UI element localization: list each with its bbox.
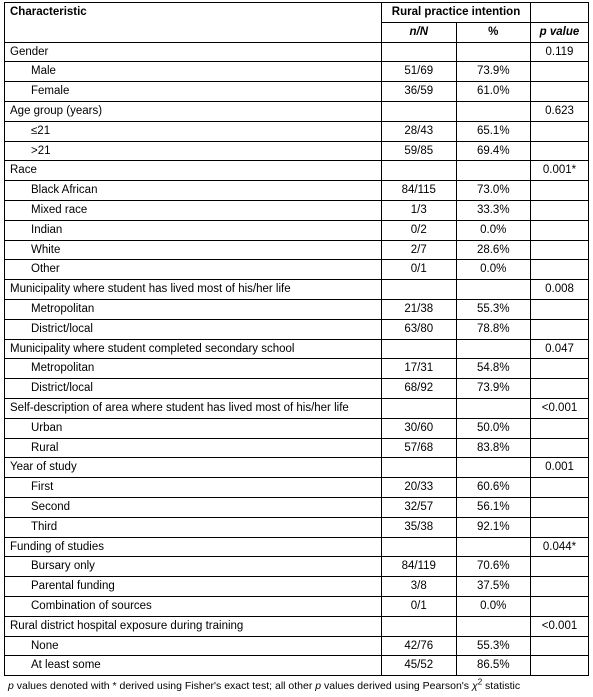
empty-percent-cell — [456, 42, 531, 62]
n-cell: 84/115 — [382, 181, 457, 201]
header-rural-practice-intention: Rural practice intention — [382, 3, 531, 23]
item-label: White — [5, 240, 382, 260]
item-label: Indian — [5, 220, 382, 240]
item-label: Mixed race — [5, 200, 382, 220]
item-label: Metropolitan — [5, 299, 382, 319]
percent-cell: 50.0% — [456, 418, 531, 438]
empty-p-cell — [531, 577, 589, 597]
item-label: None — [5, 636, 382, 656]
group-row — [5, 280, 589, 300]
item-row — [5, 497, 589, 517]
empty-percent-cell — [456, 101, 531, 121]
header-percent: % — [456, 22, 531, 42]
n-cell: 21/38 — [382, 299, 457, 319]
percent-cell: 0.0% — [456, 596, 531, 616]
header-empty — [531, 3, 589, 23]
n-cell: 57/68 — [382, 438, 457, 458]
item-row — [5, 636, 589, 656]
empty-percent-cell — [456, 339, 531, 359]
empty-n-cell — [382, 537, 457, 557]
empty-p-cell — [531, 82, 589, 102]
n-cell: 20/33 — [382, 478, 457, 498]
item-label: At least some — [5, 656, 382, 676]
n-cell: 68/92 — [382, 379, 457, 399]
empty-n-cell — [382, 398, 457, 418]
item-label: District/local — [5, 379, 382, 399]
empty-n-cell — [382, 101, 457, 121]
item-row — [5, 577, 589, 597]
item-row — [5, 220, 589, 240]
group-label: Age group (years) — [5, 101, 382, 121]
p-value-cell: <0.001 — [531, 616, 589, 636]
empty-n-cell — [382, 280, 457, 300]
empty-n-cell — [382, 458, 457, 478]
item-label: Second — [5, 497, 382, 517]
group-row — [5, 398, 589, 418]
item-row — [5, 656, 589, 676]
empty-p-cell — [531, 200, 589, 220]
item-row — [5, 478, 589, 498]
empty-percent-cell — [456, 537, 531, 557]
item-row — [5, 359, 589, 379]
empty-p-cell — [531, 478, 589, 498]
empty-p-cell — [531, 656, 589, 676]
footnote: p values denoted with * derived using Fisher's exact test; all other p values derived using Pearson's $\chi^2$ statistic — [8, 677, 521, 692]
n-cell: 45/52 — [382, 656, 457, 676]
n-cell: 35/38 — [382, 517, 457, 537]
percent-cell: 70.6% — [456, 557, 531, 577]
data-table — [4, 2, 589, 676]
n-cell: 84/119 — [382, 557, 457, 577]
n-cell: 2/7 — [382, 240, 457, 260]
percent-cell: 73.9% — [456, 62, 531, 82]
item-row — [5, 299, 589, 319]
n-cell: 51/69 — [382, 62, 457, 82]
n-cell: 3/8 — [382, 577, 457, 597]
n-cell: 0/1 — [382, 260, 457, 280]
group-label: Year of study — [5, 458, 382, 478]
group-row — [5, 537, 589, 557]
n-cell: 0/1 — [382, 596, 457, 616]
item-row — [5, 596, 589, 616]
item-label: ≤21 — [5, 121, 382, 141]
n-cell: 17/31 — [382, 359, 457, 379]
group-label: Municipality where student completed secondary school — [5, 339, 382, 359]
item-row — [5, 438, 589, 458]
percent-cell: 37.5% — [456, 577, 531, 597]
item-row — [5, 260, 589, 280]
percent-cell: 61.0% — [456, 82, 531, 102]
group-label: Gender — [5, 42, 382, 62]
p-value-cell: 0.044* — [531, 537, 589, 557]
percent-cell: 33.3% — [456, 200, 531, 220]
item-row — [5, 517, 589, 537]
empty-p-cell — [531, 596, 589, 616]
percent-cell: 69.4% — [456, 141, 531, 161]
empty-percent-cell — [456, 161, 531, 181]
p-value-cell: 0.119 — [531, 42, 589, 62]
empty-n-cell — [382, 161, 457, 181]
percent-cell: 78.8% — [456, 319, 531, 339]
empty-percent-cell — [456, 616, 531, 636]
n-cell: 30/60 — [382, 418, 457, 438]
empty-p-cell — [531, 240, 589, 260]
item-row — [5, 181, 589, 201]
empty-p-cell — [531, 62, 589, 82]
header-characteristic: Characteristic — [5, 3, 382, 43]
p-value-cell: 0.001* — [531, 161, 589, 181]
percent-cell: 54.8% — [456, 359, 531, 379]
n-cell: 0/2 — [382, 220, 457, 240]
item-label: Female — [5, 82, 382, 102]
p-value-cell: 0.008 — [531, 280, 589, 300]
percent-cell: 28.6% — [456, 240, 531, 260]
header-n: n/N — [382, 22, 457, 42]
percent-cell: 55.3% — [456, 299, 531, 319]
percent-cell: 92.1% — [456, 517, 531, 537]
item-label: District/local — [5, 319, 382, 339]
group-row — [5, 339, 589, 359]
p-value-cell: 0.623 — [531, 101, 589, 121]
item-row — [5, 121, 589, 141]
header-row-1 — [5, 3, 589, 23]
n-cell: 36/59 — [382, 82, 457, 102]
empty-p-cell — [531, 260, 589, 280]
percent-cell: 83.8% — [456, 438, 531, 458]
group-label: Municipality where student has lived most of his/her life — [5, 280, 382, 300]
group-label: Self-description of area where student has lived most of his/her life — [5, 398, 382, 418]
item-row — [5, 379, 589, 399]
n-cell: 63/80 — [382, 319, 457, 339]
item-label: Metropolitan — [5, 359, 382, 379]
item-label: Rural — [5, 438, 382, 458]
empty-p-cell — [531, 141, 589, 161]
item-row — [5, 240, 589, 260]
item-row — [5, 62, 589, 82]
empty-percent-cell — [456, 280, 531, 300]
group-row — [5, 42, 589, 62]
percent-cell: 73.0% — [456, 181, 531, 201]
header-p-value: p value — [531, 22, 589, 42]
p-value-cell: 0.001 — [531, 458, 589, 478]
percent-cell: 65.1% — [456, 121, 531, 141]
empty-n-cell — [382, 339, 457, 359]
percent-cell: 73.9% — [456, 379, 531, 399]
n-cell: 32/57 — [382, 497, 457, 517]
n-cell: 59/85 — [382, 141, 457, 161]
p-value-cell: 0.047 — [531, 339, 589, 359]
item-label: Bursary only — [5, 557, 382, 577]
group-row — [5, 616, 589, 636]
item-row — [5, 418, 589, 438]
empty-p-cell — [531, 379, 589, 399]
item-row — [5, 82, 589, 102]
group-label: Rural district hospital exposure during training — [5, 616, 382, 636]
item-row — [5, 319, 589, 339]
item-label: First — [5, 478, 382, 498]
empty-p-cell — [531, 181, 589, 201]
empty-p-cell — [531, 121, 589, 141]
item-label: Parental funding — [5, 577, 382, 597]
percent-cell: 56.1% — [456, 497, 531, 517]
percent-cell: 55.3% — [456, 636, 531, 656]
empty-percent-cell — [456, 398, 531, 418]
item-row — [5, 141, 589, 161]
item-label: Male — [5, 62, 382, 82]
empty-n-cell — [382, 616, 457, 636]
empty-percent-cell — [456, 458, 531, 478]
group-row — [5, 161, 589, 181]
item-label: Third — [5, 517, 382, 537]
group-label: Race — [5, 161, 382, 181]
item-row — [5, 200, 589, 220]
empty-p-cell — [531, 497, 589, 517]
empty-p-cell — [531, 418, 589, 438]
group-row — [5, 101, 589, 121]
empty-p-cell — [531, 557, 589, 577]
empty-p-cell — [531, 319, 589, 339]
empty-p-cell — [531, 517, 589, 537]
n-cell: 1/3 — [382, 200, 457, 220]
group-row — [5, 458, 589, 478]
empty-p-cell — [531, 438, 589, 458]
percent-cell: 86.5% — [456, 656, 531, 676]
item-label: Urban — [5, 418, 382, 438]
empty-p-cell — [531, 220, 589, 240]
n-cell: 28/43 — [382, 121, 457, 141]
empty-p-cell — [531, 299, 589, 319]
item-label: Black African — [5, 181, 382, 201]
item-row — [5, 557, 589, 577]
empty-n-cell — [382, 42, 457, 62]
p-value-cell: <0.001 — [531, 398, 589, 418]
percent-cell: 0.0% — [456, 260, 531, 280]
group-label: Funding of studies — [5, 537, 382, 557]
item-label: Combination of sources — [5, 596, 382, 616]
n-cell: 42/76 — [382, 636, 457, 656]
empty-p-cell — [531, 359, 589, 379]
item-label: >21 — [5, 141, 382, 161]
percent-cell: 60.6% — [456, 478, 531, 498]
item-label: Other — [5, 260, 382, 280]
percent-cell: 0.0% — [456, 220, 531, 240]
empty-p-cell — [531, 636, 589, 656]
